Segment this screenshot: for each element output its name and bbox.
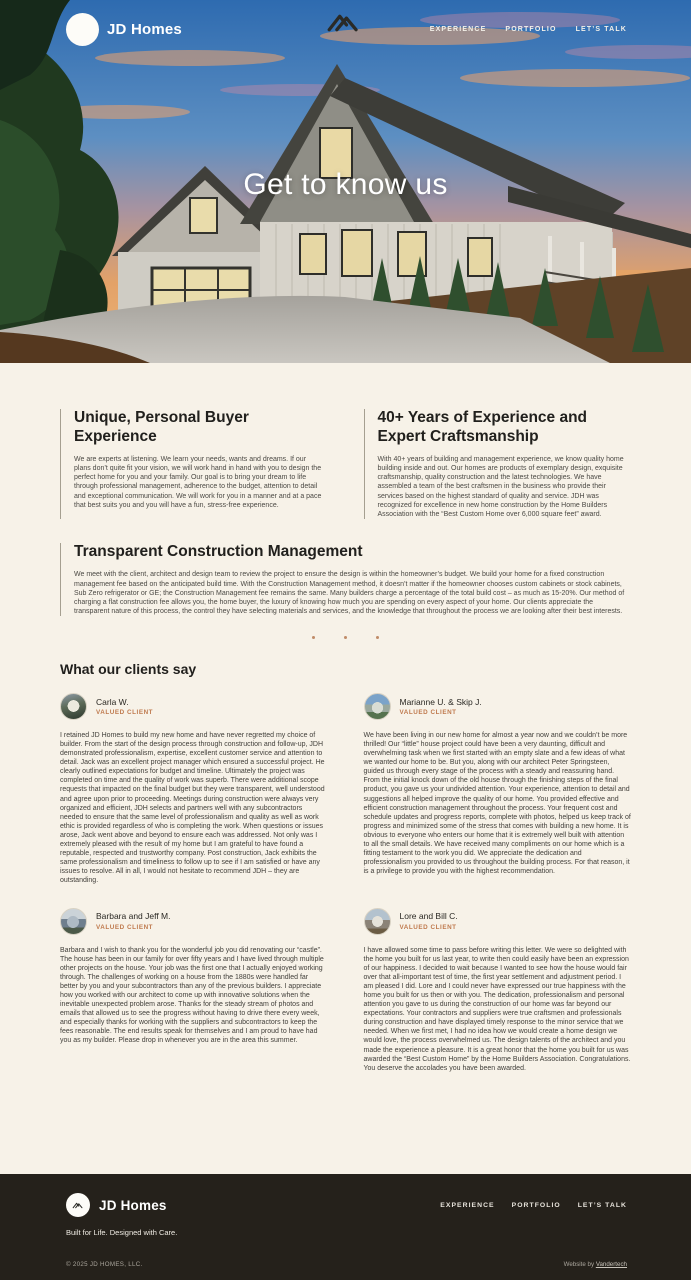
hero-section bbox=[0, 0, 691, 363]
mountain-logo-icon bbox=[66, 13, 99, 46]
nav-lets-talk[interactable]: LET’S TALK bbox=[575, 26, 627, 33]
client-avatar bbox=[364, 908, 391, 935]
feature-title: 40+ Years of Experience and Expert Craftsmanship bbox=[377, 409, 588, 445]
testimonial-text: I have allowed some time to pass before writing this letter. We were so delighted with the home you built for us last year, to write then could easily have been an expression of our happiness. I decided to wait because I wanted to see how the house would fair over that all-important test of time, the first year settlement and adjustment period. I am pleased I did. Lore and I could never have expressed our true happiness with the home you built for us then or with you. The dedication, professionalism and personal attention you gave to us during the construction of our home was far beyond our expectations. Your contractors and suppliers were true craftsmen and professionals during construction and have displayed timely response to the minor service that we needed. When we first met, I had no idea how we would create a home design we would love, the process overwhelmed us. The design talents of the architect and you made the experience a pleasure. It is a great honor that the home you built for us was awarded the “Best Custom Home” by the Home Builders Association. Congratulations. You deserve the accolades you have been awarded. bbox=[363, 946, 631, 1072]
testimonial-card bbox=[60, 693, 328, 886]
footer-nav bbox=[440, 1202, 627, 1209]
site-header bbox=[0, 0, 691, 46]
copyright-text: © 2025 JD HOMES, LLC. bbox=[66, 1261, 143, 1268]
carousel-dot[interactable] bbox=[376, 636, 379, 639]
testimonial-text: We have been living in our new home for almost a year now and we couldn’t be more thrilled! Our “little” house project could have been a very daunting, difficult and overwhelming task when we first started with an empty slate and a few ideas of what we wanted our home to be. But you, along with our architect Peter Springsteen, guided us through every stage of the process with a steady and reassuring hand. From the initial knock down of the old house through the finishing steps of the final product, you gave us your undivided attention. Your experience, attention to detail and suggestions all helped improve the quality of our home. You provided effective and efficient construction management throughout the process. Your frequent cost and schedule updates and progress reports, complete with photos, helped us keep track of progress and minimized some of the stress that comes with building a new home. It is obvious to everyone who enters our home that it is extremely well built with attention to all the small details. We have received many compliments on our home which is a fitting testament to the work you did. We appreciate the dedication and professionalism you provided to us throughout the building process. For that reason, it is a privilege to provide you with the highest recommendation. bbox=[363, 731, 631, 876]
client-role: VALUED CLIENT bbox=[399, 709, 457, 717]
client-name: Carla W. bbox=[96, 696, 129, 707]
feature-title: Transparent Construction Management bbox=[74, 542, 363, 560]
testimonial-card bbox=[60, 908, 328, 1073]
site-footer bbox=[0, 1174, 691, 1280]
footer-nav-portfolio[interactable]: PORTFOLIO bbox=[511, 1201, 561, 1209]
client-avatar bbox=[364, 693, 391, 720]
footer-nav-lets-talk[interactable]: LET’S TALK bbox=[577, 1201, 627, 1209]
website-credit bbox=[564, 1261, 627, 1268]
feature-card-experience-craftsmanship bbox=[364, 409, 632, 519]
feature-card-construction-management bbox=[60, 543, 631, 616]
mountain-logo-icon bbox=[66, 1193, 90, 1217]
client-name: Marianne U. & Skip J. bbox=[399, 696, 482, 707]
credit-link[interactable]: Vandertech bbox=[595, 1261, 627, 1268]
carousel-dot[interactable] bbox=[344, 636, 347, 639]
feature-body: We are experts at listening. We learn your needs, wants and dreams. If our plans don’t quite fit your vision, we will work hand in hand with you to design the perfect home for you and your family. Our goal is to bring your dream to life through professional management, adherence to the budget, attention to detail and exceptional communication. We will work for you in a manner and at a pace that best suits you and you will have a fun, stress-free experience. bbox=[74, 456, 322, 509]
client-avatar bbox=[60, 908, 87, 935]
client-name: Lore and Bill C. bbox=[399, 911, 458, 922]
feature-title: Unique, Personal Buyer Experience bbox=[74, 409, 249, 445]
testimonials-section bbox=[0, 643, 691, 1073]
credit-prefix: Website by bbox=[563, 1261, 596, 1268]
footer-brand-name: JD Homes bbox=[99, 1197, 167, 1213]
footer-nav-experience[interactable]: EXPERIENCE bbox=[440, 1201, 495, 1209]
client-avatar bbox=[60, 693, 87, 720]
client-name: Barbara and Jeff M. bbox=[96, 911, 171, 922]
footer-brand-logo[interactable] bbox=[66, 1193, 167, 1217]
testimonial-text: I retained JD Homes to build my new home and have never regretted my choice of builder. From the start of the design process through construction and follow-up, JDH demonstrated professionalism, expertise, excellent customer service and attention to detail. Jack was an excellent project manager which ensured a successful project. He clearly outlined expectations for budget and timeline. Ultimately the project was completed on time and the quality of work was superb. There were additional scope requests that impacted on the final budget but they were transparent, well understood and agree upon prior to proceeding. Meetings during construction were always very organized and efficient, JDH selects and partners well with any subcontractors needed to ensure that the same level of professionalism and quality as well as work ethic is provided regardless of who is completing the work. When questions or issues arose, Jack went above and beyond to ensure each was addressed. Not only was I extremely pleased with the result of my home but I am grateful to have found a reputable, respected and trustworthy company. Post construction, Jack exhibits the same professionalism and timeliness to follow up to see if I am satisfied or have any issues to resolve. All in all, I would not hesitate to recommend JDH – they are outstanding. bbox=[60, 731, 325, 885]
carousel-dot[interactable] bbox=[312, 636, 315, 639]
testimonial-card bbox=[364, 908, 632, 1073]
features-section bbox=[0, 363, 691, 643]
carousel-dots bbox=[60, 636, 631, 639]
testimonial-card bbox=[364, 693, 632, 886]
client-role: VALUED CLIENT bbox=[96, 709, 154, 717]
feature-body: We meet with the client, architect and design team to review the project to ensure the design is within the homeowner’s budget. We build your home for a fixed construction management fee based on the anticipated build time. With the Construction Management method, it doesn’t matter if the homeowner chooses custom cabinets or stock cabinets, Sub Zero refrigerator or GE; the Construction Management fee remains the same. Many builders charge a percentage of the total build cost – as much as 15-20%. Our method of charging a flat construction fee allows you, the home buyer, the luxury of knowing how much you are spending on every aspect of your home. Our clients appreciate the transparent nature of this process, the control they have selecting materials and services, and the knowledge that throughout the process we are looking after their best interests. bbox=[74, 571, 625, 615]
feature-body: With 40+ years of building and management experience, we know quality home building inside and out. Our homes are products of exemplary design, exquisite craftsmanship, quality construction and the latest technologies. We have assembled a team of the best craftsmen in the business who provide their services based on the highest standard of quality and service. JDH was recognized for excellence in new home construction by the Home Builders Association with the “Best Custom Home over 6,000 square feet” award. bbox=[377, 456, 624, 518]
brand-tagline: Built for Life. Designed with Care. bbox=[66, 1228, 178, 1237]
testimonial-text: Barbara and I wish to thank you for the wonderful job you did renovating our “castle”. The house has been in our family for over fifty years and I have lived through multiple other projects on the house. Your job was the first one that I actually enjoyed working through. The challenges of working on a house from the 1880s were handled far better by you and your subcontractors than any of the previous builders. I appreciate how you worked with our architect to come up with innovative solutions when the inevitable unexpected problem arose. Thanks for the steady stream of photos and emails that allowed us to see the progress without having to drive there every week, and especially thanks for working with the suppliers and subcontractors to keep the fees reasonable. The end results speak for themselves and I am proud to have had you as my builder. Please drop in whenever you are in the area this summer. bbox=[60, 946, 324, 1045]
nav-experience[interactable]: EXPERIENCE bbox=[429, 26, 487, 33]
feature-card-buyer-experience bbox=[60, 409, 328, 519]
client-role: VALUED CLIENT bbox=[96, 923, 154, 931]
nav-portfolio[interactable]: PORTFOLIO bbox=[505, 26, 557, 33]
brand-logo[interactable] bbox=[66, 13, 182, 46]
brand-name: JD Homes bbox=[107, 21, 182, 38]
testimonials-heading: What our clients say bbox=[60, 660, 197, 677]
page-title: Get to know us bbox=[243, 168, 448, 201]
client-role: VALUED CLIENT bbox=[399, 923, 457, 931]
